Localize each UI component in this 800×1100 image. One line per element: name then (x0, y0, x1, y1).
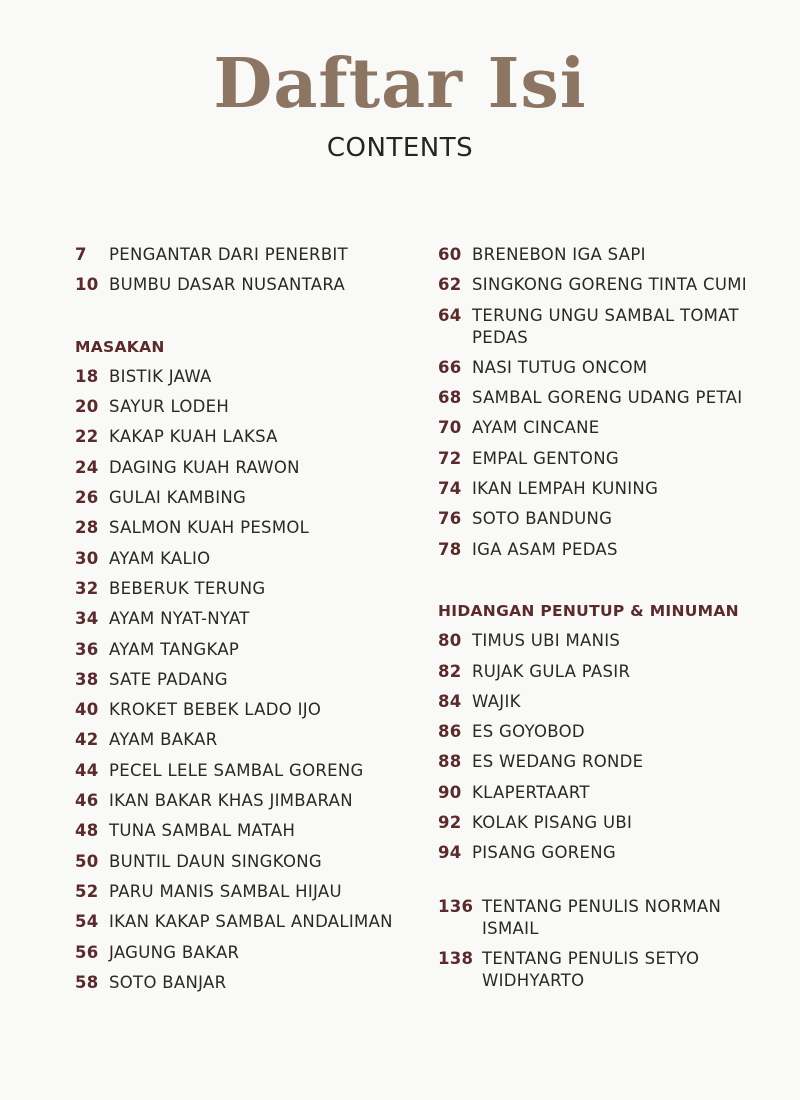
toc-title: SOTO BANDUNG (472, 509, 613, 529)
toc-entry[interactable] (438, 812, 778, 834)
toc-entry[interactable] (75, 517, 405, 539)
toc-title: PARU MANIS SAMBAL HIJAU (109, 881, 342, 901)
toc-entry[interactable] (75, 578, 405, 600)
toc-page-number: 92 (438, 813, 462, 833)
toc-title: NASI TUTUG ONCOM (472, 357, 648, 377)
toc-title: TERUNG UNGU SAMBAL TOMAT PEDAS (472, 305, 739, 347)
toc-entry[interactable] (75, 729, 405, 751)
toc-title: AYAM KALIO (109, 548, 211, 568)
toc-title: GULAI KAMBING (109, 488, 247, 508)
toc-page-number: 68 (438, 388, 462, 408)
toc-page-number: 84 (438, 691, 462, 711)
toc-right-column (438, 244, 778, 1000)
toc-entry[interactable] (75, 457, 405, 479)
toc-page-number: 82 (438, 661, 462, 681)
toc-title: SAYUR LODEH (109, 397, 230, 417)
toc-title: PECEL LELE SAMBAL GORENG (109, 760, 364, 780)
toc-title: KLAPERTAART (472, 782, 590, 802)
section-heading-penutup: HIDANGAN PENUTUP & MINUMAN (438, 601, 739, 620)
toc-page-number: 74 (438, 479, 462, 499)
toc-title: RUJAK GULA PASIR (472, 661, 631, 681)
toc-page-number: 50 (75, 851, 99, 871)
toc-page-number: 34 (75, 609, 99, 629)
toc-entry[interactable] (438, 478, 778, 500)
toc-page-number: 62 (438, 275, 462, 295)
toc-entry[interactable] (438, 508, 778, 530)
toc-page-number: 94 (438, 843, 462, 863)
toc-title: ES WEDANG RONDE (472, 752, 644, 772)
toc-title: IKAN BAKAR KHAS JIMBARAN (109, 791, 353, 811)
toc-entry[interactable] (438, 896, 778, 940)
toc-page-number: 38 (75, 669, 99, 689)
toc-page-number: 24 (75, 457, 99, 477)
toc-title: BUNTIL DAUN SINGKONG (109, 851, 322, 871)
toc-entry[interactable] (438, 274, 778, 296)
toc-title: WAJIK (472, 691, 521, 711)
page-title: Daftar Isi (213, 44, 587, 124)
toc-entry[interactable] (438, 357, 778, 379)
toc-page-number: 44 (75, 760, 99, 780)
toc-entry[interactable] (438, 387, 778, 409)
toc-page-number: 32 (75, 578, 99, 598)
toc-page-number: 60 (438, 245, 462, 264)
toc-title: TENTANG PENULIS NORMAN ISMAIL (482, 896, 722, 938)
toc-page-number: 18 (75, 366, 99, 386)
toc-title: AYAM NYAT-NYAT (109, 609, 250, 629)
toc-title: AYAM CINCANE (472, 418, 600, 438)
toc-page-number: 78 (438, 539, 462, 559)
toc-title: SOTO BANJAR (109, 972, 227, 992)
toc-page-number: 58 (75, 972, 99, 992)
toc-entry[interactable] (75, 790, 405, 812)
section-heading-masakan: MASAKAN (75, 337, 165, 356)
toc-title: AYAM TANGKAP (109, 639, 240, 659)
toc-page-number: 28 (75, 518, 99, 538)
toc-page-number: 22 (75, 427, 99, 447)
toc-entry[interactable] (75, 669, 405, 691)
toc-page-number: 72 (438, 448, 462, 468)
toc-page-number: 54 (75, 912, 99, 932)
toc-title: SALMON KUAH PESMOL (109, 518, 310, 538)
toc-title: EMPAL GENTONG (472, 448, 619, 468)
toc-entry[interactable] (438, 539, 778, 561)
toc-page-number: 7 (75, 245, 87, 264)
toc-entry[interactable] (438, 417, 778, 439)
toc-title: IKAN LEMPAH KUNING (472, 479, 659, 499)
page-subtitle: CONTENTS (326, 133, 474, 163)
toc-entry[interactable] (75, 366, 405, 388)
toc-title: PENGANTAR DARI PENERBIT (109, 245, 348, 264)
toc-title: BUMBU DASAR NUSANTARA (109, 275, 346, 295)
toc-entry[interactable] (75, 548, 405, 570)
toc-entry[interactable] (438, 842, 778, 864)
toc-entry[interactable] (438, 630, 778, 652)
toc-entry[interactable] (75, 396, 405, 418)
toc-title: BISTIK JAWA (109, 366, 212, 386)
toc-page-number: 36 (75, 639, 99, 659)
toc-title: SATE PADANG (109, 669, 228, 689)
toc-page-number: 10 (75, 275, 99, 295)
toc-entry[interactable] (75, 942, 405, 964)
toc-title: BRENEBON IGA SAPI (472, 245, 646, 264)
toc-entry[interactable] (75, 244, 405, 266)
toc-entry[interactable] (438, 691, 778, 713)
toc-entry[interactable] (75, 881, 405, 903)
toc-entry[interactable] (75, 972, 405, 994)
toc-page-number: 46 (75, 791, 99, 811)
toc-entry[interactable] (438, 782, 778, 804)
toc-entry[interactable] (75, 851, 405, 873)
toc-entry[interactable] (75, 426, 405, 448)
toc-title: KOLAK PISANG UBI (472, 813, 633, 833)
toc-page-number: 30 (75, 548, 99, 568)
toc-entry[interactable] (75, 639, 405, 661)
toc-page-number: 90 (438, 782, 462, 802)
toc-title: KROKET BEBEK LADO IJO (109, 700, 322, 720)
toc-entry[interactable] (75, 608, 405, 630)
toc-page-number: 20 (75, 397, 99, 417)
toc-entry[interactable] (438, 948, 778, 992)
toc-entry[interactable] (438, 448, 778, 470)
toc-page-number: 86 (438, 722, 462, 742)
toc-entry[interactable] (438, 721, 778, 743)
toc-entry[interactable] (75, 699, 405, 721)
toc-page-number: 66 (438, 357, 462, 377)
toc-page-number: 136 (438, 896, 474, 916)
toc-title: AYAM BAKAR (109, 730, 218, 750)
toc-title: ES GOYOBOD (472, 722, 585, 742)
toc-page-number: 56 (75, 942, 99, 962)
toc-page-number: 70 (438, 418, 462, 438)
toc-entry[interactable] (438, 661, 778, 683)
toc-page-number: 40 (75, 700, 99, 720)
toc-entry[interactable] (75, 487, 405, 509)
toc-title: IKAN KAKAP SAMBAL ANDALIMAN (109, 912, 393, 932)
toc-title: SINGKONG GORENG TINTA CUMI (472, 275, 747, 295)
toc-title: KAKAP KUAH LAKSA (109, 427, 278, 447)
toc-title: SAMBAL GORENG UDANG PETAI (472, 388, 743, 408)
toc-left-column (75, 244, 405, 1002)
toc-page-number: 138 (438, 948, 474, 968)
toc-title: PISANG GORENG (472, 843, 616, 863)
toc-entry[interactable] (75, 274, 405, 296)
toc-entry[interactable] (75, 820, 405, 842)
toc-title: DAGING KUAH RAWON (109, 457, 300, 477)
toc-entry[interactable] (438, 305, 778, 349)
toc-entry[interactable] (438, 751, 778, 773)
toc-entry[interactable] (75, 760, 405, 782)
toc-title: JAGUNG BAKAR (109, 942, 240, 962)
toc-page-number: 52 (75, 881, 99, 901)
toc-title: IGA ASAM PEDAS (472, 539, 618, 559)
toc-entry[interactable] (438, 244, 778, 266)
toc-page-number: 80 (438, 631, 462, 651)
toc-page-number: 42 (75, 730, 99, 750)
toc-title: TUNA SAMBAL MATAH (109, 821, 296, 841)
toc-page-number: 48 (75, 821, 99, 841)
toc-title: BEBERUK TERUNG (109, 578, 266, 598)
toc-entry[interactable] (75, 911, 405, 933)
toc-title: TIMUS UBI MANIS (472, 631, 621, 651)
toc-page-number: 26 (75, 488, 99, 508)
toc-page-number: 76 (438, 509, 462, 529)
toc-page-number: 88 (438, 752, 462, 772)
toc-title: TENTANG PENULIS SETYO WIDHYARTO (482, 948, 700, 990)
toc-page-number: 64 (438, 305, 462, 325)
